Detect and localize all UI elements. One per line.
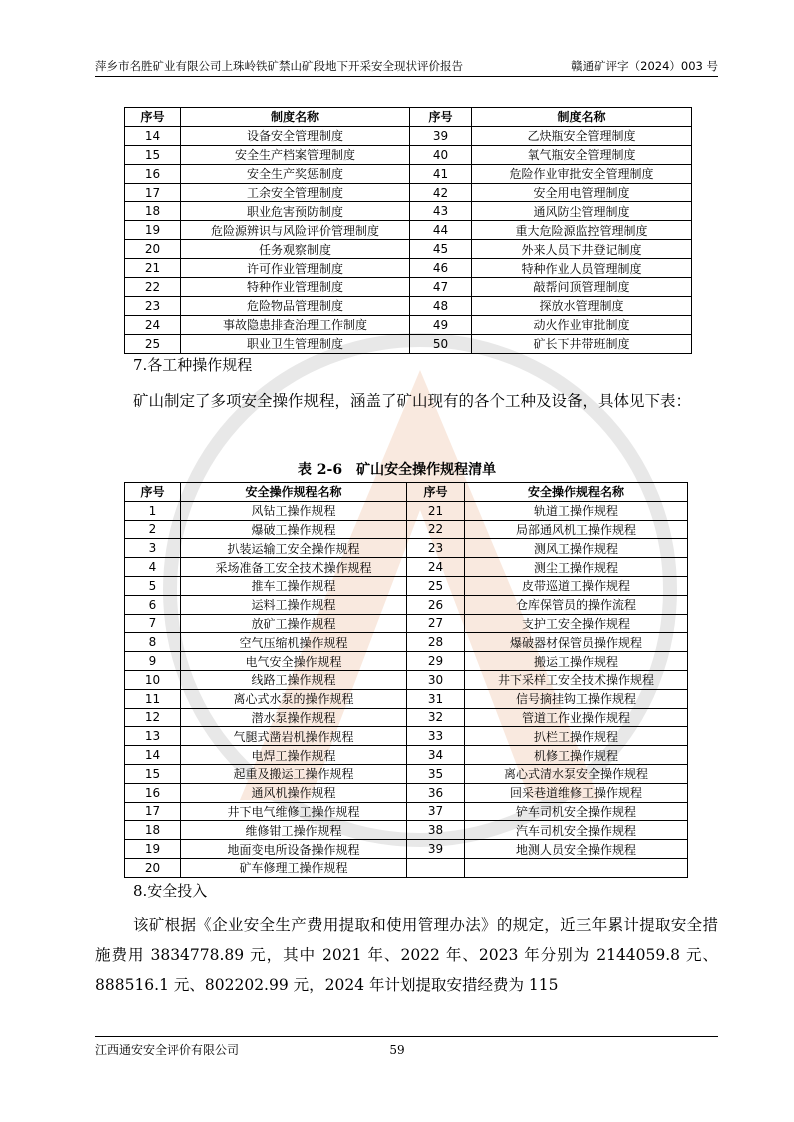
table-cell: 机修工操作规程 [465,746,688,765]
table-row [125,614,688,633]
table-row [125,783,688,802]
table-cell: 气腿式凿岩机操作规程 [181,727,407,746]
table-row [125,501,688,520]
table-row [125,858,688,877]
table-row [125,164,692,183]
table-cell: 28 [407,633,465,652]
table-cell: 支护工安全操作规程 [465,614,688,633]
table-cell: 扒栏工操作规程 [465,727,688,746]
table-cell: 管道工作业操作规程 [465,708,688,727]
table-row [125,633,688,652]
table-cell: 21 [407,501,465,520]
operation-rules-table [124,482,688,878]
table-cell: 20 [125,240,181,259]
table-cell: 矿长下井带班制度 [472,334,692,353]
table-cell: 皮带巡道工操作规程 [465,576,688,595]
table-cell: 17 [125,183,181,202]
table-cell: 仓库保管员的操作流程 [465,595,688,614]
table-cell: 11 [125,689,181,708]
table-row [125,708,688,727]
table-row [125,576,688,595]
table-cell: 33 [407,727,465,746]
table-cell: 48 [410,296,472,315]
table-row [125,145,692,164]
table-cell: 42 [410,183,472,202]
table-cell: 安全用电管理制度 [472,183,692,202]
table-cell: 动火作业审批制度 [472,315,692,334]
table-row [125,652,688,671]
table-cell: 14 [125,746,181,765]
table-cell: 局部通风机工操作规程 [465,520,688,539]
table-cell: 23 [407,539,465,558]
table-cell: 27 [407,614,465,633]
table-cell: 安全生产档案管理制度 [181,145,410,164]
table-row [125,240,692,259]
table-cell: 15 [125,145,181,164]
table-cell: 许可作业管理制度 [181,259,410,278]
table-cell: 24 [407,558,465,577]
table-row [125,259,692,278]
table-cell: 19 [125,221,181,240]
table-cell: 26 [407,595,465,614]
table-cell: 41 [410,164,472,183]
table-cell: 49 [410,315,472,334]
table-cell: 安全生产奖惩制度 [181,164,410,183]
table-cell: 通风防尘管理制度 [472,202,692,221]
table-cell: 通风机操作规程 [181,783,407,802]
table-cell: 43 [410,202,472,221]
table-cell: 15 [125,764,181,783]
table-cell: 潜水泵操作规程 [181,708,407,727]
table-cell: 4 [125,558,181,577]
table-cell: 回采巷道维修工操作规程 [465,783,688,802]
table-row [125,558,688,577]
col-header: 序号 [407,483,465,502]
table-cell: 探放水管理制度 [472,296,692,315]
table-cell: 敲帮问顶管理制度 [472,278,692,297]
col-header: 安全操作规程名称 [181,483,407,502]
table-cell: 危险源辨识与风险评价管理制度 [181,221,410,240]
table-header-row [125,108,692,127]
table-cell: 22 [125,278,181,297]
footer-divider [95,1036,718,1037]
table-cell: 31 [407,689,465,708]
table-caption: 表 2-6 矿山安全操作规程清单 [297,462,497,478]
table-cell: 维修钳工操作规程 [181,821,407,840]
table-cell: 14 [125,126,181,145]
table-cell: 29 [407,652,465,671]
table-row [125,764,688,783]
table-cell: 5 [125,576,181,595]
table-cell: 铲车司机安全操作规程 [465,802,688,821]
table-cell: 外来人员下井登记制度 [472,240,692,259]
table-cell: 7 [125,614,181,633]
table-cell: 38 [407,821,465,840]
table-cell: 运料工操作规程 [181,595,407,614]
table-cell: 21 [125,259,181,278]
table-cell: 16 [125,164,181,183]
table-cell: 爆破工操作规程 [181,520,407,539]
table-cell: 1 [125,501,181,520]
table-cell: 任务观察制度 [181,240,410,259]
table-row [125,202,692,221]
table-cell: 47 [410,278,472,297]
table-cell: 19 [125,840,181,859]
table-cell: 特种作业人员管理制度 [472,259,692,278]
table-cell: 24 [125,315,181,334]
table-cell: 50 [410,334,472,353]
section-8-paragraph: 该矿根据《企业安全生产费用提取和使用管理办法》的规定，近三年累计提取安全措施费用 3834778.89 元，其中 2021 年、2022 年、2023 年分别为 2144059.8 元、888516.1 元、802202.99 元，2024 年计划提取安措经费为 115 [95,916,718,994]
col-header: 制度名称 [472,108,692,127]
table-cell: 10 [125,670,181,689]
header-divider [95,76,718,77]
table-cell: 46 [410,259,472,278]
table-cell: 23 [125,296,181,315]
table-cell: 3 [125,539,181,558]
table-cell: 35 [407,764,465,783]
table-cell: 采场准备工安全技术操作规程 [181,558,407,577]
table-cell: 爆破器材保管员操作规程 [465,633,688,652]
table-cell [465,858,688,877]
table-cell: 6 [125,595,181,614]
table-cell: 放矿工操作规程 [181,614,407,633]
table-cell: 职业卫生管理制度 [181,334,410,353]
table-cell: 重大危险源监控管理制度 [472,221,692,240]
table-cell: 9 [125,652,181,671]
table-cell: 电焊工操作规程 [181,746,407,765]
table-cell: 44 [410,221,472,240]
table-row [125,520,688,539]
table-row [125,278,692,297]
table-cell: 扒装运输工安全操作规程 [181,539,407,558]
table-row [125,727,688,746]
table-cell: 电气安全操作规程 [181,652,407,671]
table-cell: 工余安全管理制度 [181,183,410,202]
table-cell: 测尘工操作规程 [465,558,688,577]
table-cell: 40 [410,145,472,164]
table-cell: 20 [125,858,181,877]
table-cell: 16 [125,783,181,802]
table-cell: 风钻工操作规程 [181,501,407,520]
table-cell: 17 [125,802,181,821]
regulations-table [124,107,692,354]
table-cell: 危险作业审批安全管理制度 [472,164,692,183]
table-cell: 36 [407,783,465,802]
table-header-row [125,483,688,502]
table-cell: 空气压缩机操作规程 [181,633,407,652]
table-cell: 推车工操作规程 [181,576,407,595]
col-header: 安全操作规程名称 [465,483,688,502]
table-cell: 职业危害预防制度 [181,202,410,221]
table-cell: 氧气瓶安全管理制度 [472,145,692,164]
table-row [125,689,688,708]
table-row [125,126,692,145]
section-7-paragraph: 矿山制定了多项安全操作规程，涵盖了矿山现有的各个工种及设备，具体见下表： [133,392,692,410]
table-cell: 8 [125,633,181,652]
table-cell: 汽车司机安全操作规程 [465,821,688,840]
table-row [125,595,688,614]
table-cell: 12 [125,708,181,727]
table-cell: 39 [410,126,472,145]
table-cell: 离心式清水泵安全操作规程 [465,764,688,783]
table-cell: 18 [125,821,181,840]
col-header: 序号 [125,483,181,502]
section-8-title: 8.安全投入 [133,882,208,900]
table-cell [407,858,465,877]
table-row [125,296,692,315]
footer-company: 江西通安安全评价有限公司 [95,1043,240,1057]
table-cell: 18 [125,202,181,221]
table-cell: 地面变电所设备操作规程 [181,840,407,859]
table-cell: 搬运工操作规程 [465,652,688,671]
col-header: 序号 [410,108,472,127]
table-cell: 30 [407,670,465,689]
section-7-title: 7.各工种操作规程 [133,356,253,374]
table-row [125,840,688,859]
table-cell: 25 [125,334,181,353]
table-cell: 25 [407,576,465,595]
table-row [125,746,688,765]
table-cell: 矿车修理工操作规程 [181,858,407,877]
table-cell: 39 [407,840,465,859]
table-row [125,183,692,202]
table-cell: 设备安全管理制度 [181,126,410,145]
table-cell: 地测人员安全操作规程 [465,840,688,859]
table-cell: 45 [410,240,472,259]
table-cell: 轨道工操作规程 [465,501,688,520]
table-row [125,670,688,689]
col-header: 制度名称 [181,108,410,127]
table-row [125,221,692,240]
col-header: 序号 [125,108,181,127]
table-cell: 危险物品管理制度 [181,296,410,315]
table-cell: 34 [407,746,465,765]
table-row [125,334,692,353]
table-row [125,315,692,334]
table-cell: 测风工操作规程 [465,539,688,558]
table-cell: 起重及搬运工操作规程 [181,764,407,783]
table-cell: 32 [407,708,465,727]
table-cell: 特种作业管理制度 [181,278,410,297]
table-cell: 22 [407,520,465,539]
table-row [125,821,688,840]
table-cell: 信号摘挂钩工操作规程 [465,689,688,708]
table-cell: 2 [125,520,181,539]
table-cell: 线路工操作规程 [181,670,407,689]
table-cell: 13 [125,727,181,746]
table-row [125,802,688,821]
table-row [125,539,688,558]
table-cell: 井下电气维修工操作规程 [181,802,407,821]
header-report-number: 赣通矿评字（2024）003 号 [571,59,718,73]
table-cell: 井下采样工安全技术操作规程 [465,670,688,689]
header-report-title: 萍乡市名胜矿业有限公司上珠岭铁矿禁山矿段地下开采安全现状评价报告 [95,59,463,73]
table-cell: 37 [407,802,465,821]
table-cell: 事故隐患排查治理工作制度 [181,315,410,334]
table-cell: 离心式水泵的操作规程 [181,689,407,708]
page-header [95,56,718,76]
page-number: 59 [389,1043,405,1057]
table-cell: 乙炔瓶安全管理制度 [472,126,692,145]
